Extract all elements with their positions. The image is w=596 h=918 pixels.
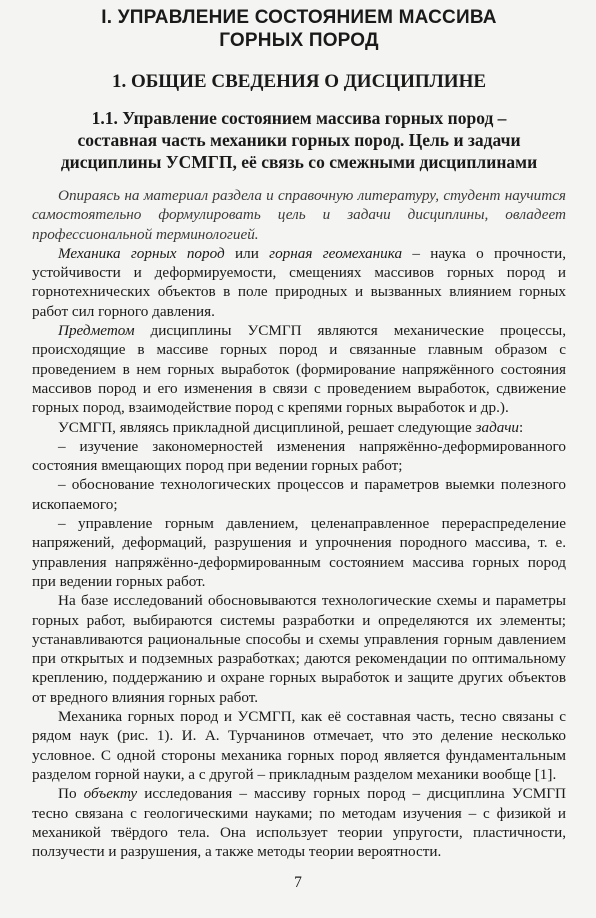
task-item-2: – обоснование технологических процессов и параметров выемки полезного ископаемого; <box>32 476 566 513</box>
section-title <box>32 107 566 173</box>
body-text <box>32 244 566 862</box>
term-tasks: задачи <box>475 418 520 436</box>
term-subject: Предметом <box>58 322 135 340</box>
paragraph-related-sciences: Механика горных пород и УСМГП, как её составная часть, тесно связаны с рядом наук (рис. 1). И. А. Турчанинов отмечает, что это деление несколько условное. С одной стороны механика горных пород является фундаментальным разделом горной науки, а с другой – прикладным разделом механики вообще [1]. <box>32 708 566 783</box>
paragraph-subject: Предметом дисциплины УСМГП являются механические процессы, происходящие в массиве горных пород и связанные главным образом с проведением в нем горных выработок (формирование напряжённого состояния массивов пород и его изменения в связи с проведением выработок, сдвижение горных пород, взаимодействие пород с крепями горных выработок и др.). <box>32 322 566 417</box>
section-title-line-2: составная часть механики горных пород. Цель и задачи <box>77 130 521 150</box>
term-geomechanics: горная геомеханика <box>269 244 403 262</box>
task-item-3: – управление горным давлением, целенаправленное перераспределение напряжений, деформаций, разрушения и упрочнения породного массива, т. е. управления напряжённо-деформированным состоянием массива горных пород при ведении горных работ. <box>32 515 566 590</box>
part-title-line-2: ГОРНЫХ ПОРОД <box>219 30 379 51</box>
chapter-title: 1. ОБЩИЕ СВЕДЕНИЯ О ДИСЦИПЛИНЕ <box>111 71 487 92</box>
intro-block <box>32 186 566 244</box>
paragraph-definition: Механика горных пород или горная геомеханика – наука о прочности, устойчивости и деформируемости, смещениях массивов горных пород и горнотехнических объектов в поле природных и вызванных влиянием горных работ сил горного давления. <box>32 244 567 320</box>
part-title <box>32 6 566 52</box>
part-title-line-1: I. УПРАВЛЕНИЕ СОСТОЯНИЕМ МАССИВА <box>101 7 497 28</box>
task-item-1: – изучение закономерностей изменения напряжённо-деформированного состояния вмещающих пород при ведении горных работ; <box>32 437 566 475</box>
section-title-line-3: дисциплины УСМГП, её связь со смежными дисциплинами <box>60 152 538 172</box>
paragraph-tasks-lead: УСМГП, являясь прикладной дисциплиной, решает следующие задачи: <box>58 418 524 436</box>
paragraph-object: По объекту исследования – массиву горных пород – дисциплина УСМГП тесно связана с геологическими науками; по методам изучения – с физикой и механикой твёрдого тела. Она использует теории упругости, пластичности, ползучести и разрушения, а также методы теории вероятности. <box>32 785 566 861</box>
term-rock-mechanics: Механика горных пород <box>58 244 225 262</box>
section-title-line-1: 1.1. Управление состоянием массива горных пород – <box>91 108 507 128</box>
intro-paragraph: Опираясь на материал раздела и справочную литературу, студент научится самостоятельно формулировать цель и задачи дисциплины, овладеет профессиональной терминологией. <box>32 187 566 243</box>
page-number: 7 <box>294 874 302 891</box>
term-object: объекту <box>83 785 138 803</box>
paragraph-research-basis: На базе исследований обосновываются технологические схемы и параметры горных работ, выбираются системы разработки и определяются их элементы; устанавливаются рациональные способы и схемы управления горным давлением при открытых и подземных разработках; даются рекомендации по оптимальному креплению, поддержанию и охране горных выработок и защите других объектов от вредного влияния горных работ. <box>32 592 566 706</box>
